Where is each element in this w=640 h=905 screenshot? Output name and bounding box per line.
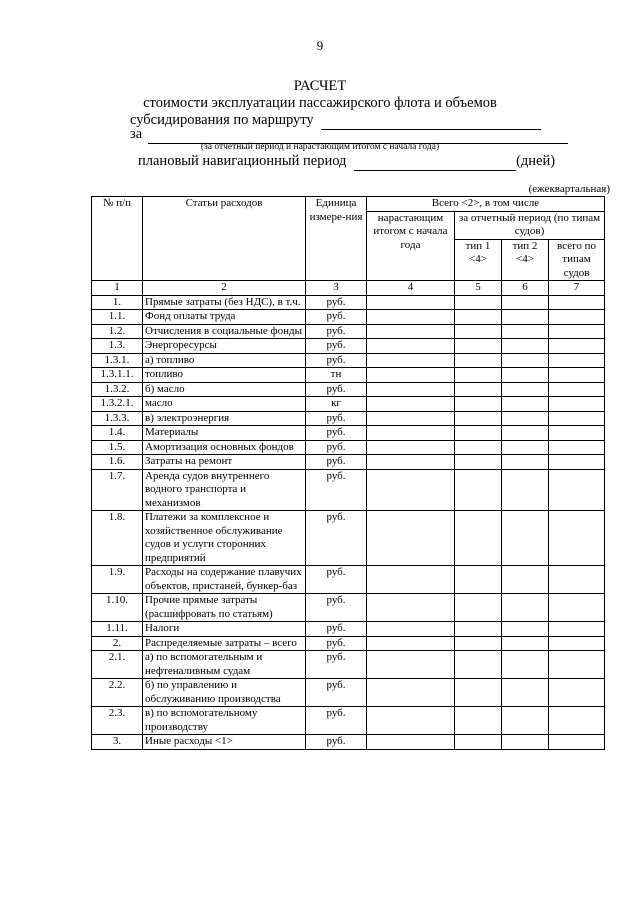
value-cell[interactable] bbox=[367, 353, 455, 368]
value-cell[interactable] bbox=[502, 622, 549, 637]
table-row bbox=[92, 566, 605, 594]
table-row bbox=[92, 310, 605, 325]
row-unit: руб. bbox=[306, 353, 367, 368]
row-item: а) топливо bbox=[143, 353, 306, 368]
row-number: 1.3. bbox=[92, 339, 143, 354]
header-items: Статьи расходов bbox=[143, 197, 306, 281]
row-unit: руб. bbox=[306, 295, 367, 310]
value-cell[interactable] bbox=[367, 310, 455, 325]
value-cell[interactable] bbox=[455, 324, 502, 339]
row-unit: руб. bbox=[306, 679, 367, 707]
row-number: 1.3.3. bbox=[92, 411, 143, 426]
value-cell[interactable] bbox=[367, 324, 455, 339]
row-unit: руб. bbox=[306, 651, 367, 679]
row-unit: руб. bbox=[306, 622, 367, 637]
table-row bbox=[92, 594, 605, 622]
value-cell[interactable] bbox=[367, 566, 455, 594]
expense-table bbox=[91, 196, 605, 750]
value-cell[interactable] bbox=[367, 651, 455, 679]
value-cell[interactable] bbox=[549, 339, 605, 354]
value-cell[interactable] bbox=[549, 368, 605, 383]
value-cell[interactable] bbox=[502, 368, 549, 383]
row-number: 1.4. bbox=[92, 426, 143, 441]
value-cell[interactable] bbox=[502, 735, 549, 750]
row-number: 1.5. bbox=[92, 440, 143, 455]
table-row bbox=[92, 651, 605, 679]
value-cell[interactable] bbox=[367, 735, 455, 750]
value-cell[interactable] bbox=[455, 397, 502, 412]
table-row bbox=[92, 397, 605, 412]
row-item: Прямые затраты (без НДС), в т.ч. bbox=[143, 295, 306, 310]
value-cell[interactable] bbox=[549, 353, 605, 368]
row-item: в) электроэнергия bbox=[143, 411, 306, 426]
row-item: Налоги bbox=[143, 622, 306, 637]
value-cell[interactable] bbox=[367, 368, 455, 383]
row-item: б) масло bbox=[143, 382, 306, 397]
row-item: б) по управлению и обслуживанию производства bbox=[143, 679, 306, 707]
row-unit: руб. bbox=[306, 735, 367, 750]
nav-period-line bbox=[138, 153, 555, 171]
row-number: 1.3.1.1. bbox=[92, 368, 143, 383]
row-unit: руб. bbox=[306, 382, 367, 397]
column-number: 3 bbox=[306, 281, 367, 296]
row-item: Отчисления в социальные фонды bbox=[143, 324, 306, 339]
value-cell[interactable] bbox=[455, 295, 502, 310]
header-type2: тип 2 <4> bbox=[502, 239, 549, 281]
row-item: Затраты на ремонт bbox=[143, 455, 306, 470]
value-cell[interactable] bbox=[502, 651, 549, 679]
value-cell[interactable] bbox=[455, 594, 502, 622]
table-row bbox=[92, 295, 605, 310]
value-cell[interactable] bbox=[367, 511, 455, 566]
value-cell[interactable] bbox=[502, 511, 549, 566]
period-note: (за отчетный период и нарастающим итогом с начала года) bbox=[200, 142, 440, 152]
row-unit: руб. bbox=[306, 455, 367, 470]
row-number: 2.1. bbox=[92, 651, 143, 679]
row-unit: руб. bbox=[306, 469, 367, 511]
nav-period-blank-line bbox=[354, 153, 516, 171]
value-cell[interactable] bbox=[455, 636, 502, 651]
row-number: 2.3. bbox=[92, 707, 143, 735]
value-cell[interactable] bbox=[455, 622, 502, 637]
header-num: № п/п bbox=[92, 197, 143, 281]
row-item: Иные расходы <1> bbox=[143, 735, 306, 750]
value-cell[interactable] bbox=[502, 455, 549, 470]
row-unit: кг bbox=[306, 397, 367, 412]
value-cell[interactable] bbox=[455, 511, 502, 566]
row-unit: руб. bbox=[306, 324, 367, 339]
value-cell[interactable] bbox=[549, 397, 605, 412]
value-cell[interactable] bbox=[502, 339, 549, 354]
column-number: 6 bbox=[502, 281, 549, 296]
table-row bbox=[92, 440, 605, 455]
value-cell[interactable] bbox=[502, 353, 549, 368]
table-row bbox=[92, 411, 605, 426]
value-cell[interactable] bbox=[502, 566, 549, 594]
value-cell[interactable] bbox=[502, 295, 549, 310]
header-total: Всего <2>, в том числе bbox=[367, 197, 605, 212]
value-cell[interactable] bbox=[367, 440, 455, 455]
value-cell[interactable] bbox=[502, 310, 549, 325]
value-cell[interactable] bbox=[502, 324, 549, 339]
value-cell[interactable] bbox=[549, 324, 605, 339]
row-item: масло bbox=[143, 397, 306, 412]
row-number: 1.3.2.1. bbox=[92, 397, 143, 412]
row-item: топливо bbox=[143, 368, 306, 383]
value-cell[interactable] bbox=[549, 679, 605, 707]
value-cell[interactable] bbox=[549, 735, 605, 750]
header-type1: тип 1 <4> bbox=[455, 239, 502, 281]
row-number: 1.1. bbox=[92, 310, 143, 325]
value-cell[interactable] bbox=[549, 411, 605, 426]
row-unit: руб. bbox=[306, 310, 367, 325]
row-item: Распределяемые затраты – всего bbox=[143, 636, 306, 651]
value-cell[interactable] bbox=[455, 707, 502, 735]
row-number: 1.6. bbox=[92, 455, 143, 470]
value-cell[interactable] bbox=[549, 426, 605, 441]
table-row bbox=[92, 707, 605, 735]
row-unit: руб. bbox=[306, 411, 367, 426]
table-row bbox=[92, 469, 605, 511]
subtitle-line-1: стоимости эксплуатации пассажирского флота и объемов bbox=[143, 95, 497, 111]
value-cell[interactable] bbox=[502, 636, 549, 651]
row-item: Энергоресурсы bbox=[143, 339, 306, 354]
value-cell[interactable] bbox=[367, 594, 455, 622]
value-cell[interactable] bbox=[502, 469, 549, 511]
value-cell[interactable] bbox=[549, 511, 605, 566]
value-cell[interactable] bbox=[549, 651, 605, 679]
value-cell[interactable] bbox=[549, 707, 605, 735]
value-cell[interactable] bbox=[455, 735, 502, 750]
row-number: 2.2. bbox=[92, 679, 143, 707]
value-cell[interactable] bbox=[502, 382, 549, 397]
value-cell[interactable] bbox=[549, 440, 605, 455]
header-cumulative: нарастающим итогом с начала года bbox=[367, 211, 455, 281]
value-cell[interactable] bbox=[455, 339, 502, 354]
value-cell[interactable] bbox=[502, 397, 549, 412]
value-cell[interactable] bbox=[549, 594, 605, 622]
row-unit: руб. bbox=[306, 440, 367, 455]
value-cell[interactable] bbox=[502, 594, 549, 622]
row-number: 1.9. bbox=[92, 566, 143, 594]
table-row bbox=[92, 353, 605, 368]
row-unit: руб. bbox=[306, 511, 367, 566]
value-cell[interactable] bbox=[367, 622, 455, 637]
table-row bbox=[92, 324, 605, 339]
value-cell[interactable] bbox=[502, 411, 549, 426]
nav-period-label: плановый навигационный период bbox=[138, 153, 347, 169]
value-cell[interactable] bbox=[367, 679, 455, 707]
document-title: РАСЧЕТ bbox=[293, 78, 347, 94]
row-item: Материалы bbox=[143, 426, 306, 441]
column-number: 1 bbox=[92, 281, 143, 296]
row-unit: руб. bbox=[306, 594, 367, 622]
table-row bbox=[92, 622, 605, 637]
row-item: Амортизация основных фондов bbox=[143, 440, 306, 455]
value-cell[interactable] bbox=[367, 397, 455, 412]
value-cell[interactable] bbox=[367, 469, 455, 511]
value-cell[interactable] bbox=[502, 440, 549, 455]
row-item: в) по вспомогательному производству bbox=[143, 707, 306, 735]
value-cell[interactable] bbox=[367, 295, 455, 310]
value-cell[interactable] bbox=[549, 382, 605, 397]
value-cell[interactable] bbox=[455, 679, 502, 707]
column-number: 4 bbox=[367, 281, 455, 296]
row-item: Платежи за комплексное и хозяйственное обслуживание судов и услуги сторонних предприятий bbox=[143, 511, 306, 566]
value-cell[interactable] bbox=[455, 469, 502, 511]
table-row bbox=[92, 511, 605, 566]
row-item: а) по вспомогательным и нефтеналивным судам bbox=[143, 651, 306, 679]
value-cell[interactable] bbox=[549, 295, 605, 310]
value-cell[interactable] bbox=[455, 566, 502, 594]
value-cell[interactable] bbox=[502, 426, 549, 441]
row-number: 1.3.1. bbox=[92, 353, 143, 368]
row-item: Аренда судов внутреннего водного транспорта и механизмов bbox=[143, 469, 306, 511]
row-item: Расходы на содержание плавучих объектов, пристаней, бункер-баз bbox=[143, 566, 306, 594]
row-number: 1.3.2. bbox=[92, 382, 143, 397]
row-unit: руб. bbox=[306, 566, 367, 594]
row-number: 1.7. bbox=[92, 469, 143, 511]
value-cell[interactable] bbox=[367, 707, 455, 735]
row-unit: руб. bbox=[306, 426, 367, 441]
value-cell[interactable] bbox=[367, 426, 455, 441]
row-number: 2. bbox=[92, 636, 143, 651]
value-cell[interactable] bbox=[455, 411, 502, 426]
route-label: субсидирования по маршруту bbox=[130, 112, 314, 128]
nav-period-unit: (дней) bbox=[516, 153, 556, 169]
value-cell[interactable] bbox=[549, 455, 605, 470]
row-number: 1.2. bbox=[92, 324, 143, 339]
row-item: Прочие прямые затраты (расшифровать по статьям) bbox=[143, 594, 306, 622]
row-number: 3. bbox=[92, 735, 143, 750]
row-number: 1.8. bbox=[92, 511, 143, 566]
row-unit: руб. bbox=[306, 707, 367, 735]
table-row bbox=[92, 426, 605, 441]
value-cell[interactable] bbox=[367, 339, 455, 354]
row-unit: руб. bbox=[306, 339, 367, 354]
period-label: за bbox=[130, 126, 143, 142]
value-cell[interactable] bbox=[455, 382, 502, 397]
value-cell[interactable] bbox=[367, 411, 455, 426]
row-unit: руб. bbox=[306, 636, 367, 651]
value-cell[interactable] bbox=[549, 566, 605, 594]
value-cell[interactable] bbox=[502, 679, 549, 707]
row-number: 1.11. bbox=[92, 622, 143, 637]
table-row bbox=[92, 679, 605, 707]
value-cell[interactable] bbox=[367, 382, 455, 397]
value-cell[interactable] bbox=[455, 455, 502, 470]
value-cell[interactable] bbox=[367, 636, 455, 651]
value-cell[interactable] bbox=[549, 636, 605, 651]
value-cell[interactable] bbox=[455, 353, 502, 368]
value-cell[interactable] bbox=[455, 651, 502, 679]
table-row bbox=[92, 339, 605, 354]
page-number: 9 bbox=[316, 38, 324, 53]
value-cell[interactable] bbox=[455, 310, 502, 325]
value-cell[interactable] bbox=[549, 310, 605, 325]
row-item: Фонд оплаты труда bbox=[143, 310, 306, 325]
table-row bbox=[92, 455, 605, 470]
header-all-types: всего по типам судов bbox=[549, 239, 605, 281]
expense-table-body bbox=[92, 295, 605, 749]
row-number: 1. bbox=[92, 295, 143, 310]
frequency-note: (ежеквартальная) bbox=[528, 183, 610, 195]
table-row bbox=[92, 735, 605, 750]
column-number: 2 bbox=[143, 281, 306, 296]
value-cell[interactable] bbox=[455, 426, 502, 441]
table-row bbox=[92, 368, 605, 383]
value-cell[interactable] bbox=[549, 622, 605, 637]
header-period: за отчетный период (по типам судов) bbox=[455, 211, 605, 239]
header-unit: Единица измере-ния bbox=[306, 197, 367, 281]
row-unit: тн bbox=[306, 368, 367, 383]
value-cell[interactable] bbox=[367, 455, 455, 470]
table-row bbox=[92, 382, 605, 397]
row-number: 1.10. bbox=[92, 594, 143, 622]
column-number: 7 bbox=[549, 281, 605, 296]
value-cell[interactable] bbox=[455, 368, 502, 383]
value-cell[interactable] bbox=[549, 469, 605, 511]
value-cell[interactable] bbox=[455, 440, 502, 455]
column-number-row bbox=[92, 281, 605, 296]
column-number: 5 bbox=[455, 281, 502, 296]
value-cell[interactable] bbox=[502, 707, 549, 735]
table-row bbox=[92, 636, 605, 651]
